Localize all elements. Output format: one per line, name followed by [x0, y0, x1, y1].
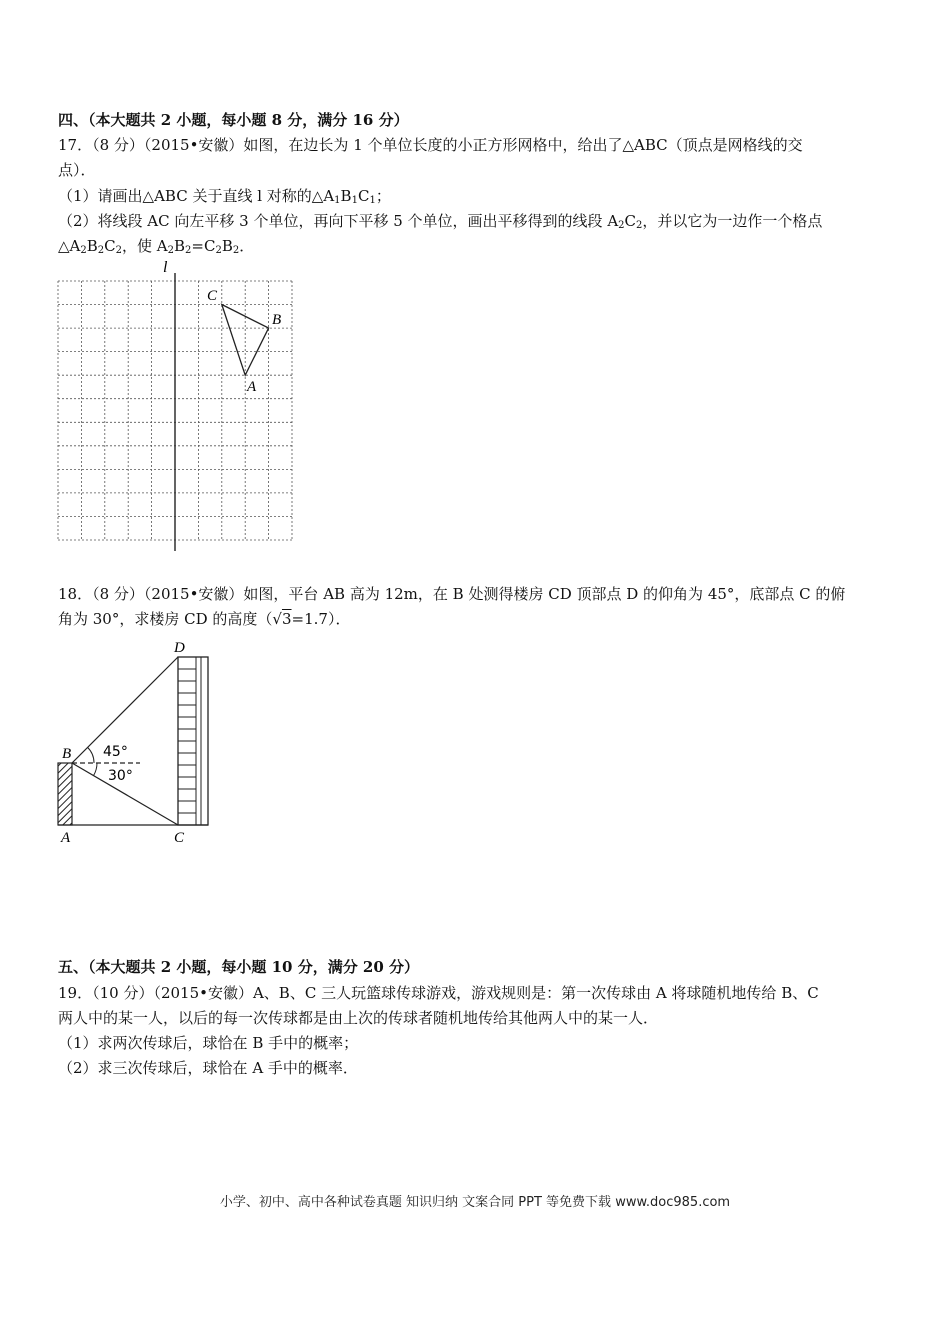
angle-label-45: 45°: [103, 744, 128, 760]
point-label-c: C: [174, 830, 185, 846]
point-label-b: B: [62, 746, 72, 762]
angle-arc-45: [88, 747, 94, 763]
q17-line-2: 点）．: [58, 161, 96, 179]
q18-line-1: 18．（8 分）（2015•安徽）如图，平台 AB 高为 12m，在 B 处测得楼房 CD 顶部点 D 的仰角为 45°，底部点 C 的俯: [58, 585, 846, 603]
line-label-l: l: [163, 259, 168, 276]
q17-part-2-cont: $\triangle A_2B_2C_2$，使 $A_2B_2=C_2B_2$．: [58, 237, 255, 256]
q18-line-2: 角为 30°，求楼房 CD 的高度（√3=1.7）．: [58, 610, 351, 628]
q17-grid-figure: [50, 255, 310, 560]
point-label-a: A: [61, 830, 71, 846]
building-windows: [178, 669, 196, 813]
angle-label-30: 30°: [108, 768, 133, 784]
page-footer: 小学、初中、高中各种试卷真题 知识归纳 文案合同 PPT 等免费下载 www.doc985.com: [219, 1195, 731, 1210]
sqrt-radicand: 3: [281, 610, 292, 628]
angle-arc-30: [94, 763, 97, 776]
vertex-label-a: A: [247, 379, 257, 395]
platform-ab: [58, 763, 72, 825]
vertex-label-b: B: [272, 312, 282, 328]
q17-part-1: （1）请画出△ABC 关于直线 l 对称的$\triangle A_1B_1C_1$；: [58, 187, 391, 206]
section-4-heading: 四、（本大题共 2 小题，每小题 8 分，满分 16 分）: [58, 111, 409, 129]
q19-line-1: 19．（10 分）（2015•安徽）A、B、C 三人玩篮球传球游戏，游戏规则是：第一次传球由 A 将球随机地传给 B、C: [58, 984, 819, 1002]
q19-part-2: （2）求三次传球后，球恰在 A 手中的概率．: [58, 1059, 358, 1077]
q17-line-1: 17．（8 分）（2015•安徽）如图，在边长为 1 个单位长度的小正方形网格中，给出了△ABC（顶点是网格线的交: [58, 136, 803, 154]
sqrt-symbol: √: [272, 610, 282, 628]
point-label-d: D: [174, 640, 185, 656]
q17-part-2: （2）将线段 AC 向左平移 3 个单位，再向下平移 5 个单位，画出平移得到的线段 $A_2C_2$，并以它为一边作一个格点: [58, 212, 823, 231]
q19-line-2: 两人中的某一人，以后的每一次传球都是由上次的传球者随机地传给其他两人中的某一人．: [58, 1009, 659, 1027]
triangle-abc: [222, 305, 269, 376]
section-5-heading: 五、（本大题共 2 小题，每小题 10 分，满分 20 分）: [58, 958, 420, 976]
vertex-label-c: C: [207, 288, 218, 304]
q19-part-1: （1）求两次传球后，球恰在 B 手中的概率；: [58, 1034, 359, 1052]
q18-building-figure: [50, 632, 230, 850]
